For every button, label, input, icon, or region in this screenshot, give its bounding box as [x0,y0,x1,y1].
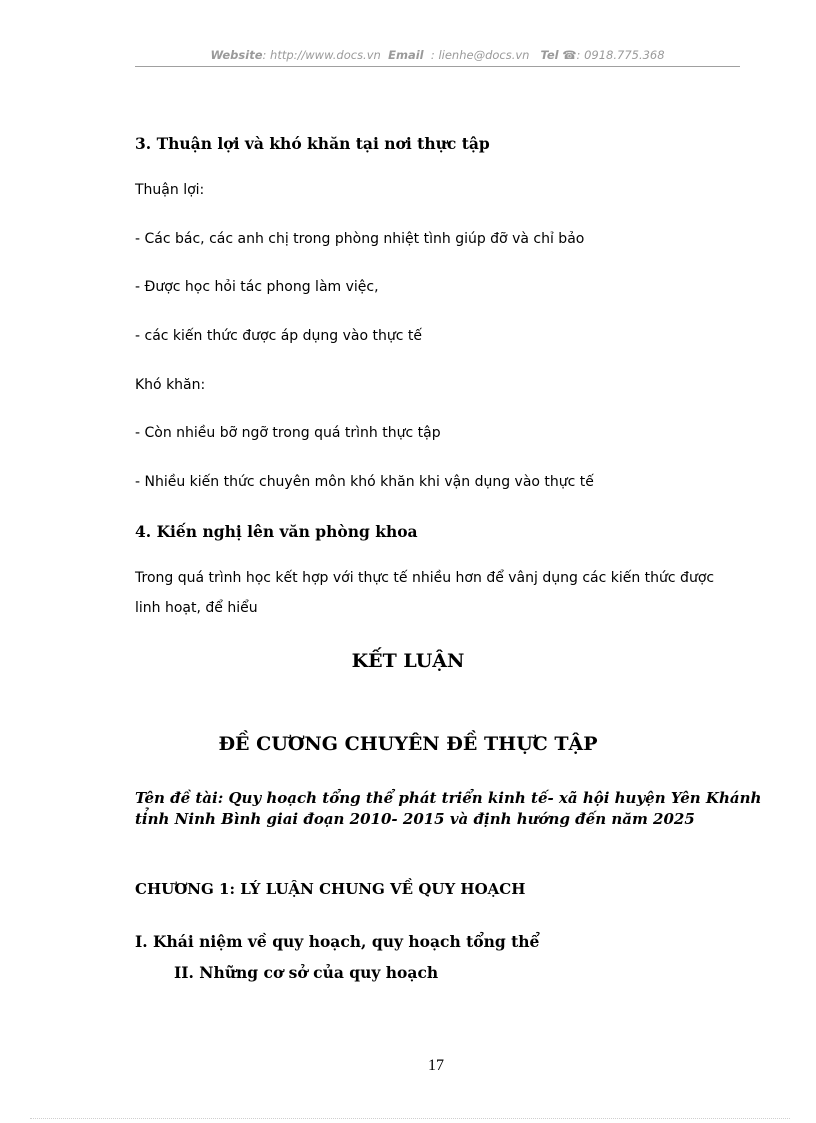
difficulties-label: Khó khăn: [135,377,206,393]
header-divider [135,66,740,67]
section4-paragraph-line2: linh hoạt, để hiểu [135,600,258,616]
footer-divider [30,1118,790,1119]
tel-label: Tel [540,48,559,62]
page-number: 17 [428,1057,444,1074]
conclusion-heading: KẾT LUẬN [351,650,465,672]
tel-value: : 0918.775.368 [576,48,665,62]
website-label: Website [210,48,263,62]
topic-line2: tỉnh Ninh Bình giai đoạn 2010- 2015 và định hướng đến năm 2025 [135,810,695,828]
advantages-label: Thuận lợi: [135,182,205,198]
chapter1-item2: II. Những cơ sở của quy hoạch [174,963,439,982]
outline-heading: ĐỀ CƯƠNG CHUYÊN ĐỀ THỰC TẬP [218,733,598,755]
advantage-item: - các kiến thức được áp dụng vào thực tế [135,328,422,344]
email-label: Email [388,48,424,62]
topic-line1: Tên đề tài: Quy hoạch tổng thể phát triển kinh tế- xã hội huyện Yên Khánh [135,789,762,807]
difficulty-item: - Còn nhiều bỡ ngỡ trong quá trình thực tập [135,425,441,441]
difficulty-item: - Nhiều kiến thức chuyên môn khó khăn khi vận dụng vào thực tế [135,474,594,490]
page-header [135,48,740,64]
section4-heading: 4. Kiến nghị lên văn phòng khoa [135,522,418,541]
phone-icon: ☎ [562,48,577,62]
section4-paragraph-line1: Trong quá trình học kết hợp với thực tế nhiều hơn để vânj dụng các kiến thức được [135,570,715,586]
advantage-item: - Các bác, các anh chị trong phòng nhiệt tình giúp đỡ và chỉ bảo [135,231,585,247]
email-value: : lienhe@docs.vn [430,48,530,62]
section3-heading: 3. Thuận lợi và khó khăn tại nơi thực tập [135,134,490,153]
website-value: : http://www.docs.vn [262,48,381,62]
chapter1-item1: I. Khái niệm về quy hoạch, quy hoạch tổng thể [135,932,540,951]
advantage-item: - Được học hỏi tác phong làm việc, [135,279,379,295]
chapter1-heading: CHƯƠNG 1: LÝ LUẬN CHUNG VỀ QUY HOẠCH [135,880,526,898]
